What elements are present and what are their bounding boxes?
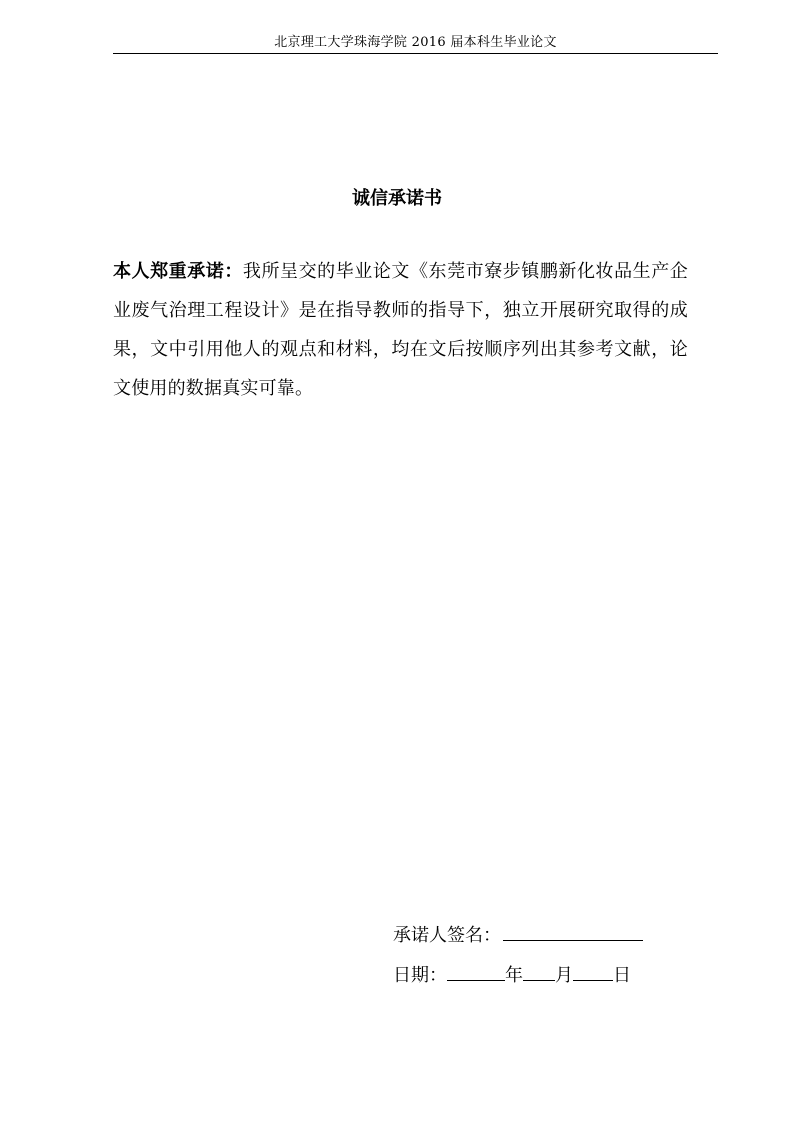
statement-lead: 本人郑重承诺：	[113, 261, 243, 282]
signature-line	[393, 920, 643, 949]
date-line	[393, 960, 631, 989]
header-rule	[113, 53, 718, 54]
running-header: 北京理工大学珠海学院 2016 届本科生毕业论文	[274, 35, 557, 50]
year-blank	[447, 960, 505, 981]
integrity-statement	[113, 252, 688, 408]
statement-body: 我所呈交的毕业论文《东莞市寮步镇鹏新化妆品生产企业废气治理工程设计》是在指导教师的指导下，独立开展研究取得的成果，文中引用他人的观点和材料，均在文后按顺序列出其参考文献，论文使用的数据真实可靠。	[113, 261, 688, 399]
day-label: 日	[613, 965, 631, 986]
signature-label: 承诺人签名：	[393, 925, 501, 946]
date-label: 日期：	[393, 965, 447, 986]
signature-blank	[503, 920, 643, 941]
page-title: 诚信承诺书	[352, 188, 442, 209]
day-blank	[573, 960, 613, 981]
month-blank	[523, 960, 555, 981]
month-label: 月	[555, 965, 573, 986]
year-label: 年	[505, 965, 523, 986]
